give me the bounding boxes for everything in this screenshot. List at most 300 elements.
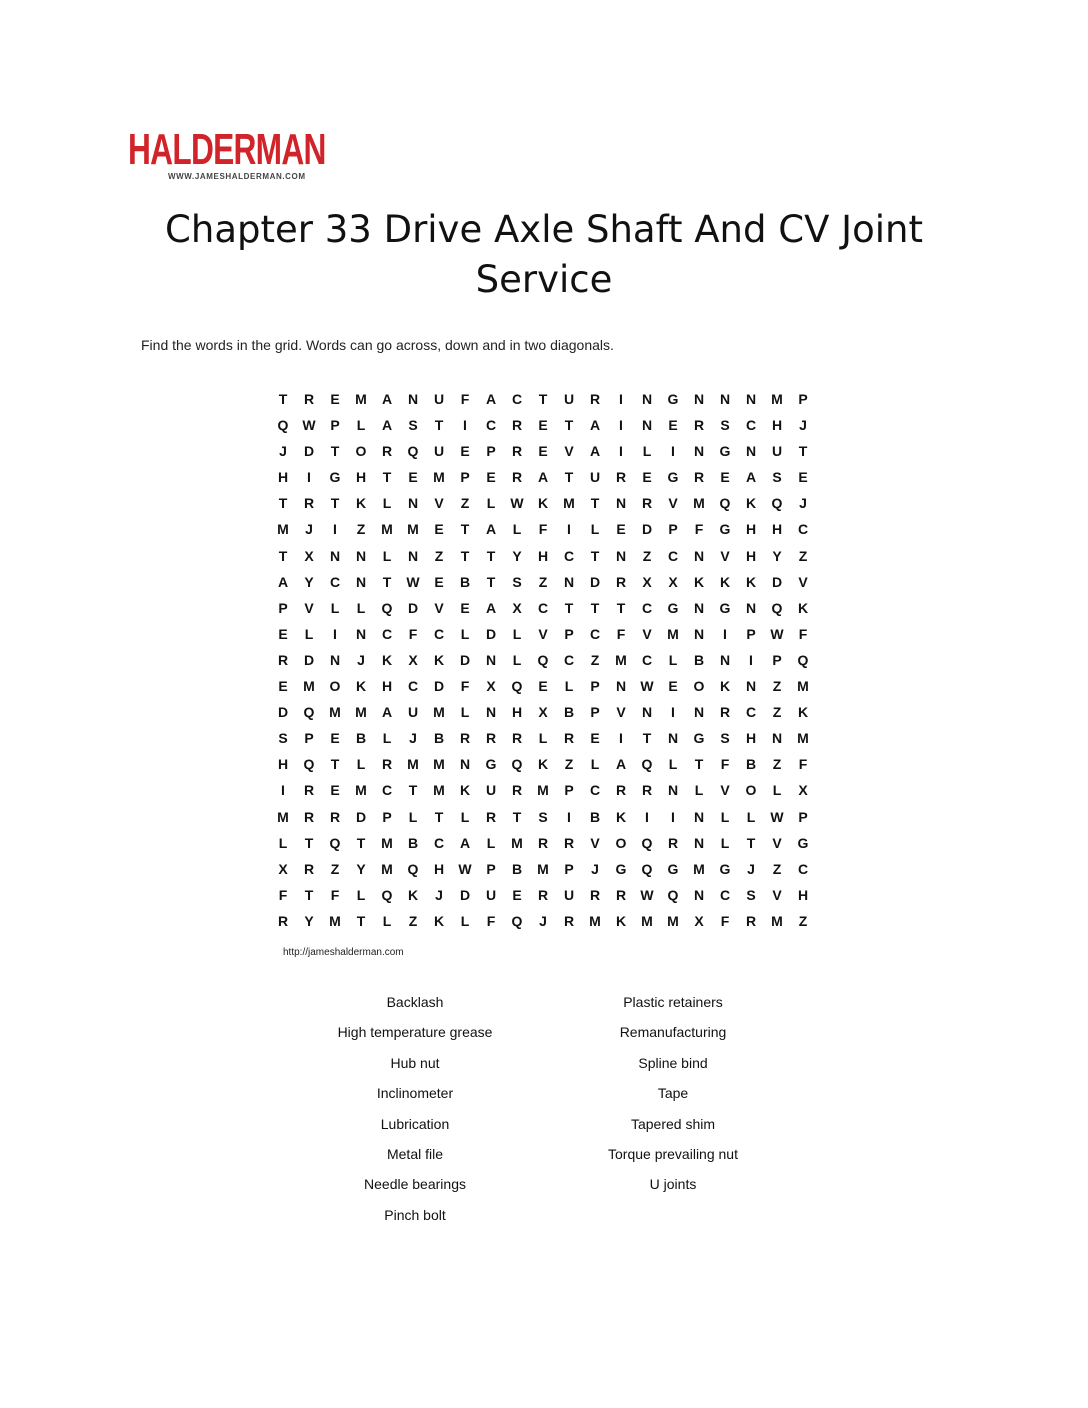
grid-letter: Z	[772, 860, 782, 877]
grid-letter: L	[382, 547, 392, 564]
grid-letter: J	[305, 521, 313, 538]
grid-letter: T	[460, 547, 470, 564]
grid-letter: C	[589, 782, 601, 799]
grid-letter: I	[463, 417, 467, 434]
grid-letter: L	[356, 886, 366, 903]
grid-letter: V	[564, 443, 574, 460]
grid-letter: K	[615, 808, 627, 825]
grid-letter: P	[304, 730, 314, 747]
grid-letter: N	[459, 756, 471, 773]
grid-letter: B	[433, 730, 445, 747]
grid-letter: E	[668, 417, 678, 434]
grid-letter: Z	[590, 651, 600, 668]
grid-letter: C	[797, 521, 809, 538]
grid-letter: L	[356, 417, 366, 434]
grid-letter: P	[798, 391, 808, 407]
grid-letter: I	[307, 469, 311, 486]
grid-letter: R	[381, 756, 393, 773]
grid-letter: B	[459, 573, 471, 590]
grid-letter: Q	[381, 599, 393, 616]
grid-letter: R	[693, 417, 705, 434]
grid-letter: X	[538, 704, 548, 721]
grid-letter: M	[381, 521, 393, 538]
grid-letter: Z	[356, 521, 366, 538]
grid-letter: D	[459, 886, 471, 903]
grid-letter: X	[278, 860, 288, 877]
grid-letter: W	[458, 860, 472, 877]
word-list-item: U joints	[649, 1176, 697, 1193]
grid-letter: M	[693, 860, 705, 877]
grid-letter: E	[720, 469, 730, 486]
grid-letter: G	[719, 443, 731, 460]
grid-letter: M	[667, 912, 679, 929]
grid-letter: A	[277, 573, 289, 590]
grid-letter: H	[745, 521, 757, 538]
grid-letter: N	[693, 625, 705, 642]
grid-letter: L	[486, 834, 496, 851]
grid-letter: L	[564, 678, 574, 695]
grid-letter: J	[799, 495, 807, 512]
grid-letter: I	[567, 521, 571, 538]
grid-letter: D	[433, 678, 445, 695]
word-list-item: Spline bind	[638, 1054, 708, 1071]
grid-letter: N	[719, 651, 731, 668]
grid-letter: N	[615, 678, 627, 695]
instructions: Find the words in the grid. Words can go across, down and in two diagonals.	[141, 337, 614, 353]
grid-letter: K	[537, 756, 549, 773]
grid-letter: F	[694, 521, 704, 538]
grid-letter: V	[434, 599, 444, 616]
grid-letter: I	[671, 808, 675, 825]
grid-letter: L	[590, 756, 600, 773]
grid-letter: D	[485, 625, 497, 642]
grid-letter: R	[511, 730, 523, 747]
grid-letter: V	[720, 547, 730, 564]
grid-letter: N	[745, 391, 757, 407]
grid-letter: U	[563, 391, 575, 407]
grid-letter: H	[745, 547, 757, 564]
grid-letter: J	[591, 860, 599, 877]
grid-letter: C	[563, 651, 575, 668]
grid-letter: M	[771, 391, 783, 407]
grid-letter: C	[381, 625, 393, 642]
grid-letter: J	[357, 651, 365, 668]
grid-letter: U	[433, 443, 445, 460]
grid-letter: R	[589, 391, 601, 407]
grid-letter: Y	[304, 573, 314, 590]
grid-letter: E	[330, 730, 340, 747]
grid-letter: Y	[512, 547, 522, 564]
grid-letter: K	[797, 704, 809, 721]
grid-letter: R	[303, 782, 315, 799]
grid-letter: N	[355, 573, 367, 590]
grid-letter: E	[798, 469, 808, 486]
grid-letter: U	[433, 391, 445, 407]
grid-letter: L	[382, 495, 392, 512]
grid-letter: R	[277, 912, 289, 929]
grid-letter: M	[693, 495, 705, 512]
grid-letter: P	[590, 704, 600, 721]
grid-letter: N	[693, 834, 705, 851]
grid-letter: E	[278, 678, 288, 695]
grid-letter: H	[511, 704, 523, 721]
grid-letter: N	[693, 443, 705, 460]
grid-letter: C	[667, 547, 679, 564]
grid-letter: N	[355, 547, 367, 564]
grid-letter: H	[433, 860, 445, 877]
grid-letter: V	[642, 625, 652, 642]
grid-letter: N	[329, 651, 341, 668]
grid-letter: G	[667, 391, 679, 407]
grid-letter: F	[798, 756, 808, 773]
grid-letter: Q	[771, 599, 783, 616]
grid-letter: E	[642, 469, 652, 486]
grid-letter: L	[278, 834, 288, 851]
grid-letter: Z	[460, 495, 470, 512]
grid-letter: M	[355, 391, 367, 407]
grid-letter: R	[693, 469, 705, 486]
grid-letter: O	[693, 678, 705, 695]
grid-letter: L	[720, 834, 730, 851]
grid-letter: Q	[771, 495, 783, 512]
grid-letter: X	[642, 573, 652, 590]
grid-letter: Q	[277, 417, 289, 434]
grid-letter: R	[511, 469, 523, 486]
grid-letter: O	[329, 678, 341, 695]
grid-letter: U	[771, 443, 783, 460]
word-list-item: High temperature grease	[337, 1024, 493, 1041]
grid-letter: T	[330, 443, 340, 460]
grid-letter: A	[745, 469, 757, 486]
word-list-item: Needle bearings	[364, 1176, 466, 1193]
grid-letter: T	[408, 782, 418, 799]
grid-letter: R	[563, 912, 575, 929]
grid-letter: Q	[641, 860, 653, 877]
logo-wordmark: HALDERMAN	[128, 125, 326, 174]
grid-letter: Z	[642, 547, 652, 564]
grid-letter: G	[719, 599, 731, 616]
grid-letter: O	[615, 834, 627, 851]
grid-letter: Q	[329, 834, 341, 851]
grid-letter: D	[355, 808, 367, 825]
grid-letter: W	[770, 625, 784, 642]
grid-letter: R	[615, 782, 627, 799]
grid-letter: G	[719, 860, 731, 877]
grid-letter: L	[460, 912, 470, 929]
grid-letter: T	[486, 573, 496, 590]
grid-letter: I	[619, 391, 623, 407]
grid-letter: Z	[772, 678, 782, 695]
grid-letter: N	[693, 547, 705, 564]
grid-letter: S	[538, 808, 548, 825]
grid-letter: D	[303, 651, 315, 668]
grid-letter: D	[303, 443, 315, 460]
grid-letter: V	[772, 886, 782, 903]
grid-letter: L	[512, 651, 522, 668]
grid-letter: T	[330, 495, 340, 512]
grid-letter: E	[408, 469, 418, 486]
grid-letter: V	[772, 834, 782, 851]
grid-letter: T	[356, 834, 366, 851]
grid-letter: N	[693, 599, 705, 616]
grid-letter: G	[667, 599, 679, 616]
grid-letter: L	[486, 495, 496, 512]
grid-letter: K	[719, 573, 731, 590]
grid-letter: M	[407, 521, 419, 538]
grid-letter: T	[590, 599, 600, 616]
grid-letter: S	[278, 730, 288, 747]
grid-letter: K	[719, 678, 731, 695]
grid-letter: L	[772, 782, 782, 799]
grid-letter: N	[563, 573, 575, 590]
grid-letter: R	[745, 912, 757, 929]
word-list-left	[265, 992, 565, 1235]
grid-letter: R	[485, 730, 497, 747]
grid-letter: L	[668, 756, 678, 773]
grid-letter: V	[304, 599, 314, 616]
grid-letter: I	[645, 808, 649, 825]
grid-letter: P	[590, 678, 600, 695]
grid-letter: V	[590, 834, 600, 851]
grid-letter: Q	[719, 495, 731, 512]
grid-letter: L	[538, 730, 548, 747]
grid-letter: Z	[538, 573, 548, 590]
grid-letter: F	[720, 912, 730, 929]
grid-letter: Z	[772, 756, 782, 773]
grid-letter: C	[797, 860, 809, 877]
grid-letter: K	[381, 651, 393, 668]
grid-letter: M	[771, 912, 783, 929]
grid-letter: K	[355, 495, 367, 512]
grid-letter: P	[330, 417, 340, 434]
grid-letter: O	[355, 443, 367, 460]
grid-letter: O	[745, 782, 757, 799]
grid-letter: N	[485, 651, 497, 668]
grid-letter: P	[460, 469, 470, 486]
grid-letter: Z	[798, 912, 808, 929]
grid-letter: T	[590, 547, 600, 564]
grid-letter: K	[459, 782, 471, 799]
grid-letter: B	[511, 860, 523, 877]
word-list-item: Torque prevailing nut	[608, 1145, 738, 1162]
grid-letter: L	[460, 625, 470, 642]
grid-letter: A	[381, 417, 393, 434]
grid-letter: A	[381, 391, 393, 407]
grid-letter: M	[355, 782, 367, 799]
grid-letter: N	[667, 782, 679, 799]
grid-letter: P	[382, 808, 392, 825]
grid-letter: L	[590, 521, 600, 538]
grid-letter: M	[797, 730, 809, 747]
grid-letter: T	[486, 547, 496, 564]
grid-letter: K	[745, 573, 757, 590]
grid-letter: J	[409, 730, 417, 747]
grid-letter: Z	[408, 912, 418, 929]
grid-letter: H	[771, 521, 783, 538]
grid-letter: E	[590, 730, 600, 747]
grid-letter: B	[693, 651, 705, 668]
word-list-right	[523, 992, 823, 1205]
grid-letter: B	[745, 756, 757, 773]
grid-letter: T	[382, 573, 392, 590]
grid-letter: F	[408, 625, 418, 642]
grid-letter: V	[434, 495, 444, 512]
grid-letter: M	[433, 756, 445, 773]
grid-letter: C	[433, 834, 445, 851]
grid-letter: J	[435, 886, 443, 903]
grid-letter: D	[277, 704, 289, 721]
grid-letter: Q	[407, 443, 419, 460]
grid-letter: B	[407, 834, 419, 851]
grid-letter: Q	[303, 756, 315, 773]
grid-letter: R	[589, 886, 601, 903]
grid-letter: R	[615, 573, 627, 590]
grid-letter: A	[485, 391, 497, 407]
grid-letter: D	[589, 573, 601, 590]
word-list-item: Hub nut	[390, 1054, 440, 1071]
grid-letter: L	[356, 599, 366, 616]
grid-letter: T	[564, 469, 574, 486]
grid-letter: A	[589, 417, 601, 434]
grid-letter: E	[538, 443, 548, 460]
grid-letter: P	[486, 443, 496, 460]
grid-letter: V	[798, 573, 808, 590]
source-url: http://jameshalderman.com	[283, 947, 404, 958]
grid-letter: S	[720, 417, 730, 434]
grid-letter: Q	[381, 886, 393, 903]
grid-letter: B	[589, 808, 601, 825]
grid-letter: G	[615, 860, 627, 877]
grid-letter: A	[537, 469, 549, 486]
word-list-item: Plastic retainers	[623, 994, 723, 1010]
grid-letter: X	[304, 547, 314, 564]
word-search-grid	[270, 386, 816, 934]
grid-letter: S	[746, 886, 756, 903]
grid-letter: J	[539, 912, 547, 929]
grid-letter: M	[381, 860, 393, 877]
grid-letter: L	[512, 625, 522, 642]
grid-letter: N	[771, 730, 783, 747]
grid-letter: W	[640, 678, 654, 695]
grid-letter: I	[567, 808, 571, 825]
grid-letter: X	[798, 782, 808, 799]
grid-letter: R	[615, 886, 627, 903]
grid-letter: N	[407, 391, 419, 407]
grid-letter: T	[590, 495, 600, 512]
grid-letter: H	[381, 678, 393, 695]
grid-letter: I	[749, 651, 753, 668]
grid-letter: M	[277, 808, 289, 825]
grid-letter: J	[799, 417, 807, 434]
grid-letter: F	[720, 756, 730, 773]
grid-letter: M	[563, 495, 575, 512]
grid-letter: C	[329, 573, 341, 590]
grid-letter: U	[407, 704, 419, 721]
grid-letter: K	[433, 651, 445, 668]
grid-letter: T	[434, 417, 444, 434]
grid-letter: A	[459, 834, 471, 851]
grid-letter: R	[459, 730, 471, 747]
grid-letter: R	[511, 782, 523, 799]
grid-letter: M	[797, 678, 809, 695]
grid-letter: H	[797, 886, 809, 903]
grid-letter: N	[615, 495, 627, 512]
grid-letter: L	[746, 808, 756, 825]
grid-letter: I	[333, 625, 337, 642]
grid-letter: M	[511, 834, 523, 851]
grid-letter: C	[641, 651, 653, 668]
grid-letter: J	[279, 443, 287, 460]
grid-letter: W	[640, 886, 654, 903]
grid-letter: C	[589, 625, 601, 642]
grid-letter: E	[616, 521, 626, 538]
grid-letter: R	[667, 834, 679, 851]
grid-letter: T	[330, 756, 340, 773]
grid-letter: W	[302, 417, 316, 434]
grid-letter: N	[407, 495, 419, 512]
grid-letter: N	[719, 391, 731, 407]
grid-letter: V	[538, 625, 548, 642]
grid-letter: I	[619, 443, 623, 460]
grid-letter: Q	[667, 886, 679, 903]
grid-letter: I	[619, 730, 623, 747]
grid-letter: L	[304, 625, 314, 642]
grid-letter: T	[434, 808, 444, 825]
grid-letter: X	[668, 573, 678, 590]
grid-letter: M	[277, 521, 289, 538]
grid-letter: N	[693, 704, 705, 721]
grid-letter: M	[355, 704, 367, 721]
grid-letter: M	[407, 756, 419, 773]
grid-letter: T	[382, 469, 392, 486]
grid-letter: Z	[564, 756, 574, 773]
grid-letter: U	[485, 782, 497, 799]
grid-letter: M	[303, 678, 315, 695]
grid-letter: X	[408, 651, 418, 668]
grid-letter: G	[485, 756, 497, 773]
grid-letter: M	[537, 782, 549, 799]
grid-letter: L	[460, 808, 470, 825]
grid-letter: X	[486, 678, 496, 695]
grid-letter: T	[564, 417, 574, 434]
grid-letter: T	[278, 495, 288, 512]
grid-letter: R	[277, 651, 289, 668]
grid-letter: L	[512, 521, 522, 538]
grid-letter: R	[719, 704, 731, 721]
grid-letter: T	[278, 547, 288, 564]
grid-letter: Y	[772, 547, 782, 564]
grid-letter: X	[694, 912, 704, 929]
grid-letter: P	[486, 860, 496, 877]
grid-letter: R	[537, 834, 549, 851]
grid-letter: E	[486, 469, 496, 486]
grid-letter: U	[485, 886, 497, 903]
grid-letter: L	[356, 756, 366, 773]
word-list-item: Inclinometer	[376, 1085, 454, 1102]
grid-letter: N	[745, 599, 757, 616]
logo-website: WWW.JAMESHALDERMAN.COM	[168, 172, 306, 181]
grid-letter: S	[720, 730, 730, 747]
grid-letter: T	[304, 886, 314, 903]
page-title: Chapter 33 Drive Axle Shaft And CV Joint Service	[165, 208, 923, 301]
grid-letter: M	[433, 704, 445, 721]
grid-letter: D	[407, 599, 419, 616]
grid-letter: M	[433, 782, 445, 799]
grid-letter: M	[381, 834, 393, 851]
grid-letter: G	[667, 469, 679, 486]
grid-letter: N	[745, 678, 757, 695]
grid-letter: T	[460, 521, 470, 538]
